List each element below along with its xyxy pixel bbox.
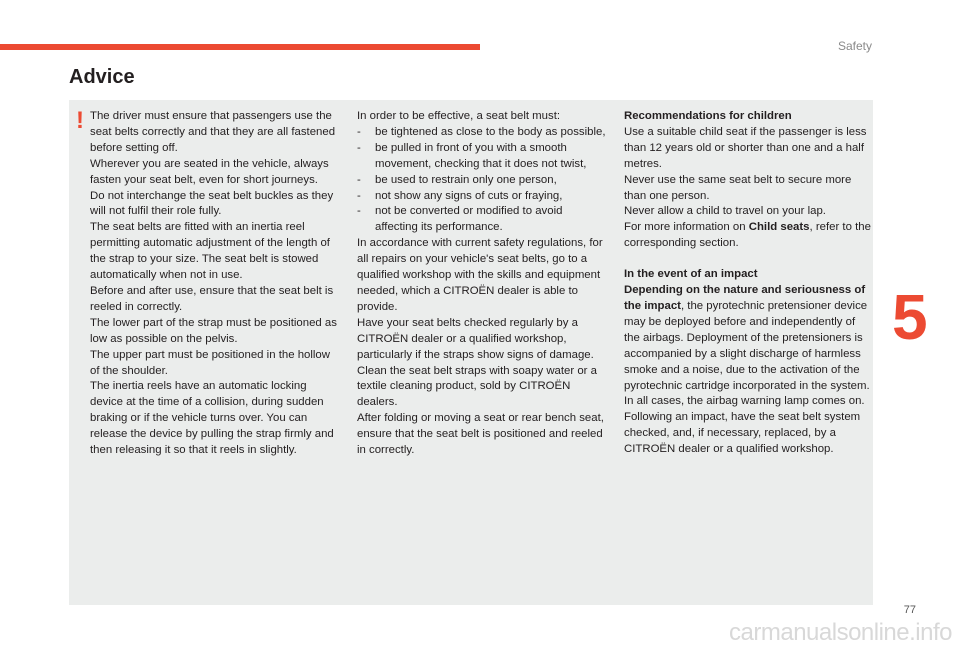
text-run: , the pyrotechnic pretensioner device may be deployed before and independently of the airbags. Deployment of the pretensioners is accompanied by a slight discharge of harmless smoke and a noise, due to the activation of the pyrotechnic cartridge incorporated in the system. (624, 299, 870, 392)
page-number: 77 (903, 604, 916, 616)
paragraph: The upper part must be positioned in the hollow of the shoulder. (90, 348, 330, 377)
paragraph: Wherever you are seated in the vehicle, always fasten your seat belt, even for short journeys. (90, 157, 329, 186)
paragraph: Use a suitable child seat if the passenger is less than 12 years old or shorter than one and a half metres. (624, 125, 867, 170)
accent-bar (0, 44, 480, 50)
paragraph: Do not interchange the seat belt buckles as they will not fulfil their role fully. (90, 189, 334, 218)
section-label: Safety (837, 39, 872, 53)
paragraph: Have your seat belts checked regularly by a CITROËN dealer or a qualified workshop, particularly if the straps show signs of damage. (357, 316, 594, 361)
paragraph: The lower part of the strap must be positioned as low as possible on the pelvis. (90, 316, 337, 345)
text-run: , refer to the corresponding section. (624, 221, 871, 250)
paragraph: The inertia reels have an automatic locking device at the time of a collision, during sudden braking or if the vehicle turns over. You can release the device by pulling the strap firmly and then releasing it so that it reels in slightly. (90, 380, 334, 457)
paragraph: Before and after use, ensure that the seat belt is reeled in correctly. (90, 284, 334, 313)
child-seats-link-text: Child seats (748, 221, 810, 234)
list-item: - be tightened as close to the body as possible, (357, 125, 607, 141)
list-item: - not be converted or modified to avoid affecting its performance. (357, 204, 607, 236)
impact-heading: In the event of an impact (624, 268, 758, 281)
children-heading: Recommendations for children (624, 110, 792, 122)
paragraph: The seat belts are fitted with an inertia reel permitting automatic adjustment of the length of the strap to your size. The seat belt is stowed automatically when not in use. (90, 221, 330, 282)
advice-column-2 (357, 109, 607, 459)
paragraph: The driver must ensure that passengers use the seat belts correctly and that they are all fastened before setting off. (90, 110, 336, 154)
seat-belt-requirements-list (357, 125, 607, 236)
list-item: - not show any signs of cuts or fraying, (357, 189, 607, 205)
watermark: carmanualsonline.info (729, 619, 952, 646)
list-item: - be pulled in front of you with a smooth movement, checking that it does not twist, (357, 141, 607, 173)
paragraph: After folding or moving a seat or rear bench seat, ensure that the seat belt is positioned and reeled in correctly. (357, 412, 604, 457)
impact-emphasis: Depending on the nature and seriousness of the impact (624, 284, 866, 312)
chapter-number: 5 (892, 281, 928, 353)
paragraph: In all cases, the airbag warning lamp comes on. (624, 395, 865, 408)
warning-icon: ! (76, 107, 84, 134)
text-run: For more information on (624, 221, 749, 234)
list-item: - be used to restrain only one person, (357, 173, 607, 189)
advice-column-1 (90, 109, 338, 459)
child-seats-reference (624, 220, 872, 252)
paragraph: Never allow a child to travel on your lap. (624, 205, 826, 218)
advice-column-3 (624, 109, 872, 458)
paragraph: Following an impact, have the seat belt system checked, and, if necessary, replaced, by a CITROËN dealer or a qualified workshop. (624, 411, 861, 456)
page-title: Advice (69, 66, 135, 88)
paragraph: Clean the seat belt straps with soapy water or a textile cleaning product, sold by CITROËN dealers. (357, 364, 597, 409)
impact-paragraph (624, 283, 872, 394)
list-intro: In order to be effective, a seat belt must: (357, 110, 561, 122)
paragraph: In accordance with current safety regulations, for all repairs on your vehicle's seat belts, go to a qualified workshop with the skills and equipment needed, which a CITROËN dealer is able to provide. (357, 237, 603, 313)
paragraph: Never use the same seat belt to secure more than one person. (624, 173, 852, 202)
